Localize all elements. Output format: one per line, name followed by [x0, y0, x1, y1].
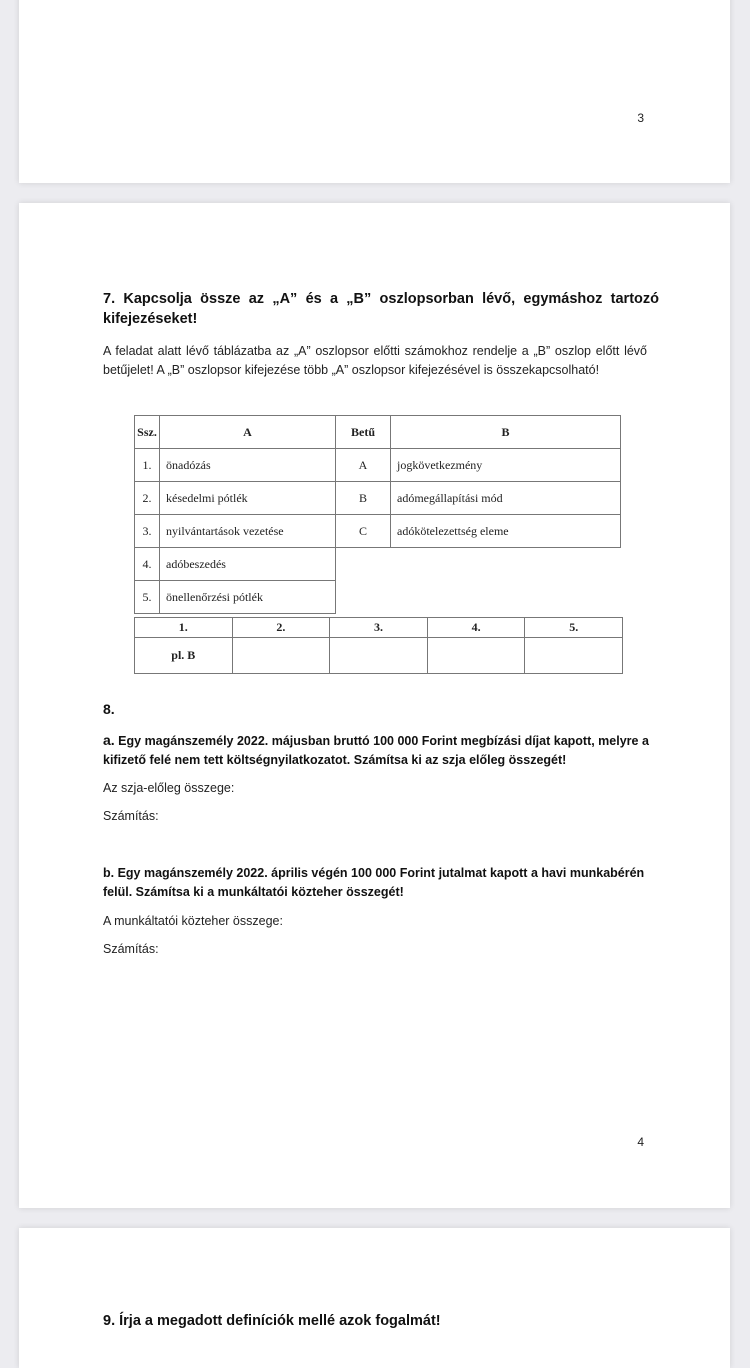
- empty-cell: [336, 581, 391, 614]
- header-betu: Betű: [336, 416, 391, 449]
- question-8-number: 8.: [103, 701, 115, 717]
- column-a-item: önellenőrzési pótlék: [160, 581, 336, 614]
- answer-header: 5.: [525, 618, 623, 638]
- row-number: 3.: [135, 515, 160, 548]
- question-8a-text: [103, 731, 649, 770]
- answer-header: 1.: [135, 618, 233, 638]
- document-page-5: [19, 1228, 730, 1368]
- column-a-item: nyilvántartások vezetése: [160, 515, 336, 548]
- table-row: [135, 449, 621, 482]
- table-row: [135, 581, 621, 614]
- answer-cell-2[interactable]: [232, 638, 330, 674]
- column-b-item: adómegállapítási mód: [391, 482, 621, 515]
- question-8b-text: b. Egy magánszemély 2022. április végén 100 000 Forint jutalmat kapott a havi munkabérén felül. Számítsa ki a munkáltatói közteher összegét!: [103, 866, 645, 899]
- answer-cell-3[interactable]: [330, 638, 428, 674]
- calculation-label-a: Számítás:: [103, 809, 159, 823]
- row-letter: A: [336, 449, 391, 482]
- table-row: [135, 548, 621, 581]
- answer-cell-1[interactable]: pl. B: [135, 638, 233, 674]
- table-row: [135, 515, 621, 548]
- column-a-item: önadózás: [160, 449, 336, 482]
- matching-table: [134, 415, 621, 614]
- question-7-instructions: A feladat alatt lévő táblázatba az „A” oszlopsor előtti számokhoz rendelje a „B” oszlop előtt lévő betűjelet! A „B” oszlopsor kifejezése több „A” oszlopsor kifejezésével is összekapcsolható!: [103, 344, 647, 377]
- question-7-title: 7. Kapcsolja össze az „A” és a „B” oszlopsorban lévő, egymáshoz tartozó kifejezéseket!: [103, 291, 659, 327]
- answer-header: 2.: [232, 618, 330, 638]
- empty-cell: [336, 548, 391, 581]
- row-number: 1.: [135, 449, 160, 482]
- page-number: 3: [637, 111, 644, 125]
- page-number: 4: [637, 1135, 644, 1149]
- empty-cell: [391, 548, 621, 581]
- header-ssz: Ssz.: [135, 416, 160, 449]
- row-number: 4.: [135, 548, 160, 581]
- document-page-4: [19, 203, 730, 1208]
- header-a: A: [160, 416, 336, 449]
- question-8a-body: Egy magánszemély 2022. májusban bruttó 100 000 Forint megbízási díjat kapott, melyre a kifizető felé nem tett költségnyilatkozatot. Számítsa ki az szja előleg összegét!: [103, 734, 649, 767]
- answer-table: [134, 617, 623, 674]
- table-row: [135, 482, 621, 515]
- row-number: 2.: [135, 482, 160, 515]
- row-letter: C: [336, 515, 391, 548]
- column-a-item: késedelmi pótlék: [160, 482, 336, 515]
- szja-amount-label: Az szja-előleg összege:: [103, 781, 235, 795]
- row-number: 5.: [135, 581, 160, 614]
- column-b-item: adókötelezettség eleme: [391, 515, 621, 548]
- question-8a-prefix: a.: [103, 732, 115, 748]
- empty-cell: [391, 581, 621, 614]
- header-b: B: [391, 416, 621, 449]
- answer-header: 4.: [427, 618, 525, 638]
- question-9-title: 9. Írja a megadott definíciók mellé azok fogalmát!: [103, 1313, 441, 1329]
- document-page-3: [19, 0, 730, 183]
- row-letter: B: [336, 482, 391, 515]
- answer-header: 3.: [330, 618, 428, 638]
- answer-cell-4[interactable]: [427, 638, 525, 674]
- column-a-item: adóbeszedés: [160, 548, 336, 581]
- calculation-label-b: Számítás:: [103, 942, 159, 956]
- column-b-item: jogkövetkezmény: [391, 449, 621, 482]
- answer-cell-5[interactable]: [525, 638, 623, 674]
- employer-tax-amount-label: A munkáltatói közteher összege:: [103, 914, 283, 928]
